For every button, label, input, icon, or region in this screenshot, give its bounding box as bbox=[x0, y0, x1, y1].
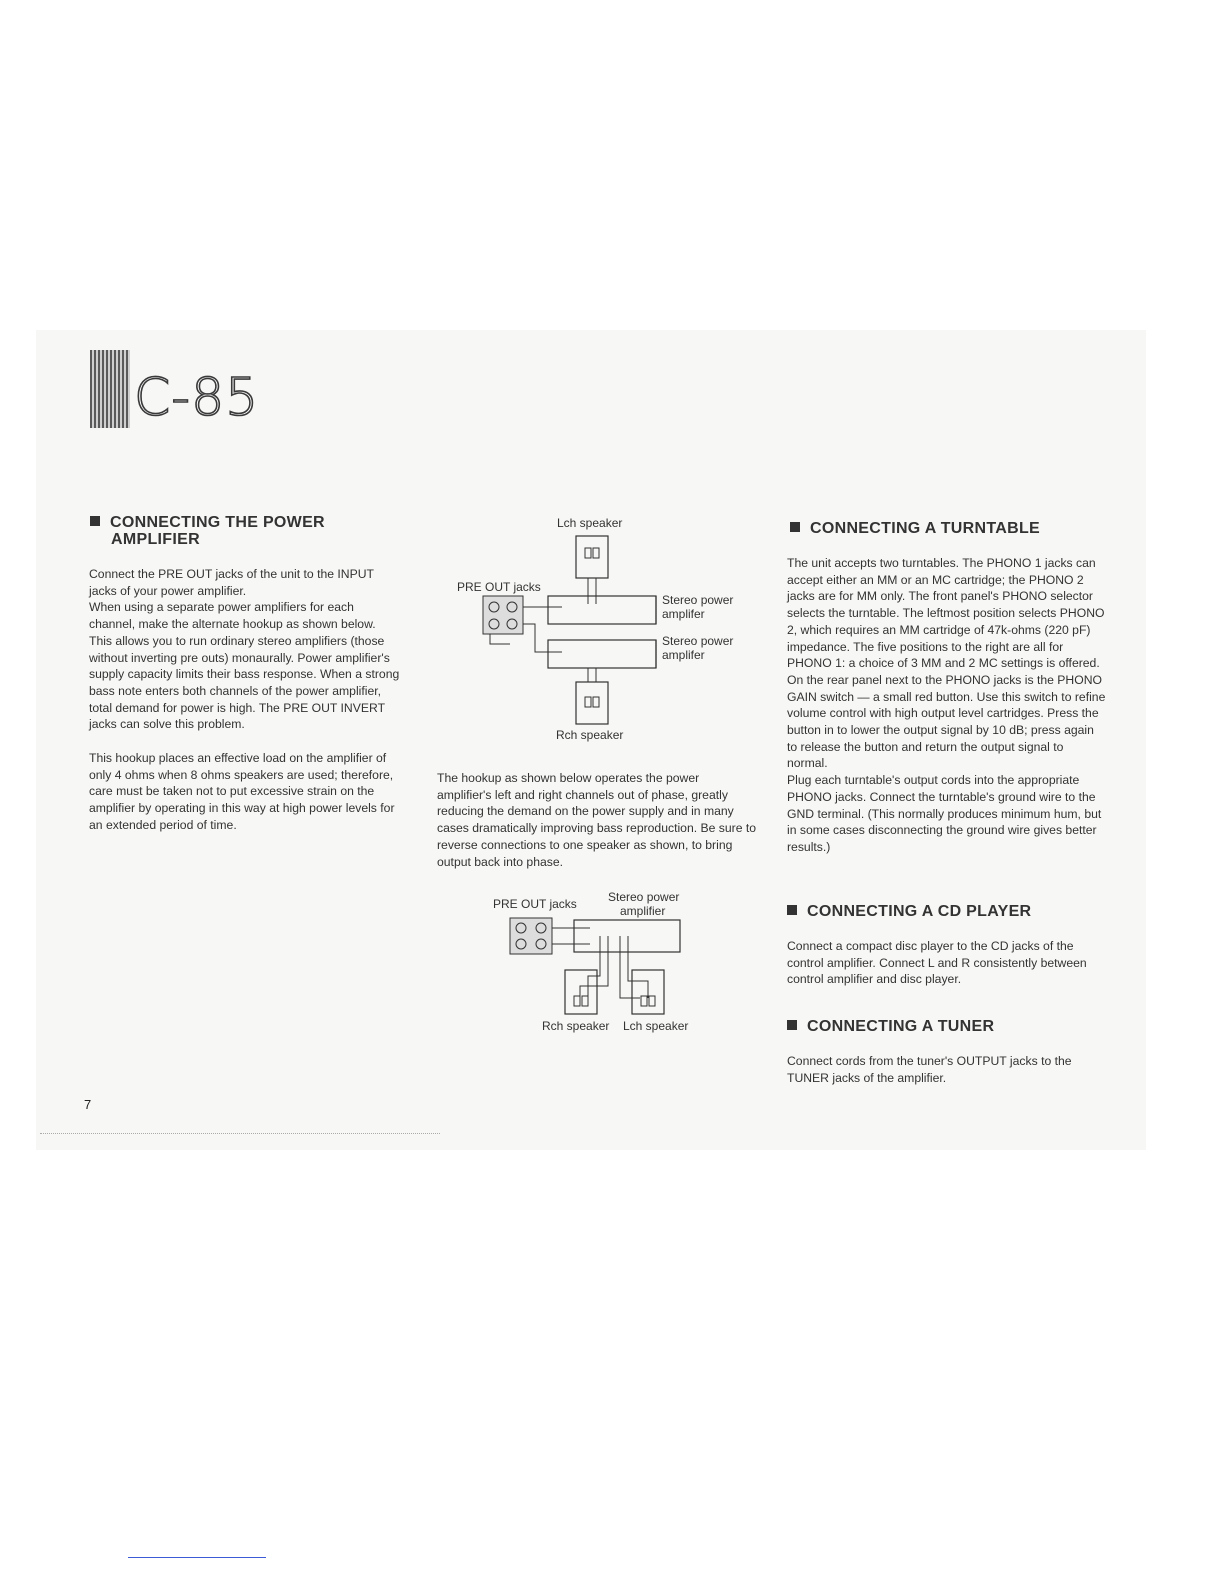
pre-out-jacks-label: PRE OUT jacks bbox=[457, 580, 541, 594]
heading-text: CONNECTING A TUNER bbox=[807, 1018, 995, 1035]
speaker-cable bbox=[628, 936, 648, 998]
heading-square-icon bbox=[787, 1020, 797, 1030]
rch-speaker-terminal bbox=[593, 697, 599, 707]
lch-speaker-terminal bbox=[649, 996, 655, 1006]
tuner-paragraph: Connect cords from the tuner's OUTPUT jacks to the TUNER jacks of the amplifier. bbox=[787, 1054, 1072, 1085]
lch-speaker-label: Lch speaker bbox=[623, 1019, 689, 1033]
stereo-power-amplifier-1 bbox=[548, 596, 656, 624]
cd-player-heading bbox=[787, 903, 1031, 920]
heading-square-icon bbox=[90, 516, 100, 526]
amplifier-1-label-line2: amplifer bbox=[662, 607, 705, 621]
rch-speaker-label: Rch speaker bbox=[542, 1019, 610, 1033]
lch-speaker-box bbox=[576, 536, 608, 578]
model-name: C-85 bbox=[134, 368, 260, 428]
bridged-hookup-paragraph: The hookup as shown below operates the power amplifier's left and right channels out of phase, greatly reducing the demand on the power supply and in many cases dramatically improving bass reproduction. Be sure to reverse connections to one speaker as shown, to bring output back into phase. bbox=[437, 771, 757, 869]
heading-text: CONNECTING A TURNTABLE bbox=[810, 520, 1040, 537]
turntable-paragraph: The unit accepts two turntables. The PHONO 1 jacks can accept either an MM or an MC cartridge; the PHONO 2 jacks are for MM only. The front panel's PHONO selector selects the turntable. The leftmost position selects PHONO 2, which requires an MM cartridge of 47k-ohms (220 pF) impedance. The five positions to the right are all for PHONO 1: a choice of 3 MM and 2 MC settings is offered. On the rear panel next to the PHONO jacks is the PHONO GAIN switch — a small red button. Use this switch to refine volume control with high output level cartridges. Press the button in to lower the output signal by 10 dB; press again to release the button and return the output signal to normal. Plug each turntable's output cords into the appropriate PHONO jacks. Connect the turntable's ground wire to the GND terminal. (This normally produces minimum hum, but in some cases disconnecting the ground wire gives better results.) bbox=[787, 556, 1106, 854]
lch-speaker-terminal bbox=[585, 548, 591, 558]
logo-bar-graphic bbox=[90, 350, 130, 428]
amplifier-1-label-line1: Stereo power bbox=[662, 593, 734, 607]
amplifier-2-label-line2: amplifer bbox=[662, 648, 705, 662]
heading-square-icon bbox=[787, 905, 797, 915]
lch-speaker-terminal bbox=[593, 548, 599, 558]
rch-speaker-box bbox=[576, 682, 608, 724]
heading-square-icon bbox=[790, 522, 800, 532]
heading-text-line2: AMPLIFIER bbox=[111, 531, 200, 548]
cable-line bbox=[523, 624, 562, 652]
speaker-cable bbox=[588, 936, 600, 998]
amplifier-label-line1: Stereo power bbox=[608, 890, 680, 904]
power-amplifier-heading bbox=[90, 514, 325, 548]
speaker-cable bbox=[580, 936, 608, 998]
cable-line bbox=[490, 634, 510, 644]
rch-speaker-label: Rch speaker bbox=[556, 728, 624, 742]
amplifier-2-label-line1: Stereo power bbox=[662, 634, 734, 648]
tuner-heading bbox=[787, 1018, 994, 1035]
lch-speaker-label: Lch speaker bbox=[557, 516, 623, 530]
power-amplifier-paragraph-2: This hookup places an effective load on the amplifier of only 4 ohms when 8 ohms speakers are used; therefore, care must be taken not to put excessive strain on the amplifier by operating in this way at high power levels for an extended period of time. bbox=[89, 751, 395, 832]
rch-speaker-terminal bbox=[585, 697, 591, 707]
cd-player-paragraph: Connect a compact disc player to the CD jacks of the control amplifier. Connect L and R consistently between control amplifier and disc player. bbox=[787, 939, 1087, 987]
bridged-amplifier-diagram bbox=[490, 886, 700, 1036]
rch-speaker-terminal bbox=[574, 996, 580, 1006]
speaker-cable bbox=[620, 936, 640, 998]
pre-out-jack-panel bbox=[510, 918, 552, 954]
page-edge-rule bbox=[40, 1133, 440, 1134]
amplifier-label-line2: amplifier bbox=[620, 904, 666, 918]
page-number: 7 bbox=[84, 1097, 92, 1112]
pre-out-jacks-label: PRE OUT jacks bbox=[493, 897, 577, 911]
heading-text: CONNECTING A CD PLAYER bbox=[807, 903, 1032, 920]
separate-amplifiers-diagram bbox=[450, 512, 750, 748]
stereo-power-amplifier-2 bbox=[548, 640, 656, 668]
heading-text: CONNECTING THE POWER bbox=[110, 514, 325, 531]
stereo-power-amplifier bbox=[574, 920, 680, 952]
turntable-heading bbox=[790, 520, 1040, 537]
rch-speaker-box bbox=[565, 970, 597, 1014]
model-logo bbox=[90, 350, 280, 430]
power-amplifier-paragraph-1: Connect the PRE OUT jacks of the unit to the INPUT jacks of your power amplifier. When using a separate power amplifiers for each channel, make the alternate hookup as shown below. This allows you to run ordinary stereo amplifiers (those without inverting pre outs) monaurally. Power amplifier's supply capacity limits their bass response. When a strong bass note enters both channels of the power amplifier, total demand for power is high. The PRE OUT INVERT jacks can solve this problem. bbox=[89, 567, 400, 732]
rch-speaker-terminal bbox=[582, 996, 588, 1006]
footer-rule bbox=[128, 1557, 266, 1558]
lch-speaker-terminal bbox=[641, 996, 647, 1006]
pre-out-jack-panel bbox=[483, 596, 523, 634]
